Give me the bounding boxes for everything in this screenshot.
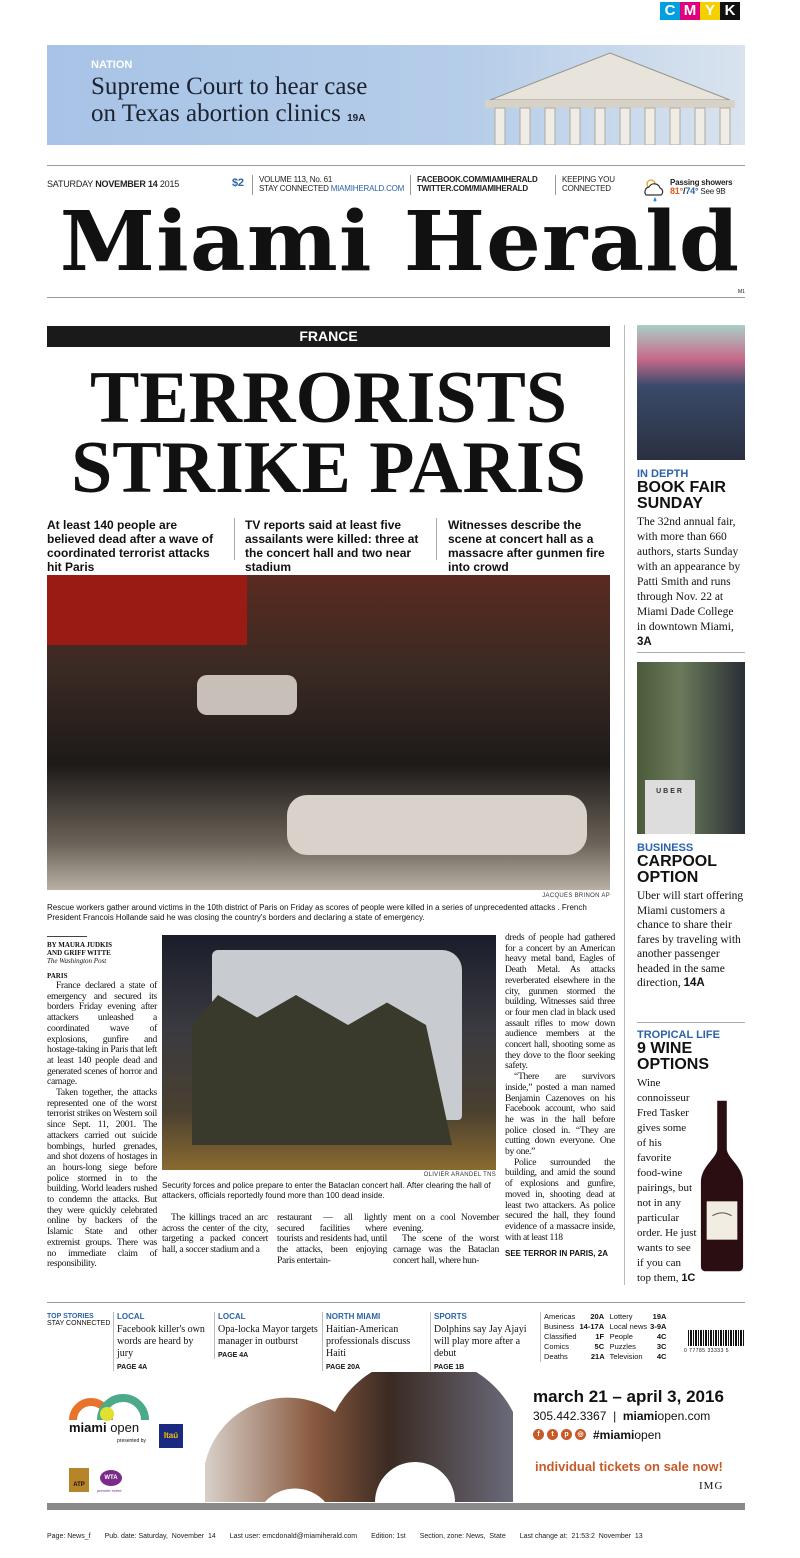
miami-open-wordmark: miami open [69, 1420, 140, 1435]
cmyk-y: Y [700, 2, 720, 20]
site-link[interactable]: MIAMIHERALD.COM [330, 184, 405, 193]
index-row: Comics 5C Puzzles 3C [544, 1342, 667, 1351]
sidebar-headline: 9 WINE OPTIONS [637, 1040, 710, 1073]
footer-slug [47, 1533, 745, 1540]
footer-edition: Edition: 1st [371, 1533, 406, 1540]
lead-headline-line2[interactable]: STRIKE PARIS [71, 427, 586, 509]
sidebar-text: Uber will start offering Miami customers a chance to share their fares by traveling with another passenger headed in the same direction, 14A [637, 890, 744, 989]
social-links [417, 175, 538, 193]
footer-pub-date: Pub. date: Saturday, November 14 [104, 1533, 216, 1540]
itau-logo: Itaú [159, 1424, 183, 1448]
masthead-logo[interactable]: Miami Herald [59, 194, 741, 290]
photo-caption: Rescue workers gather around victims in the 10th district of Paris on Friday as scores of people were killed in a series of unprecedented attacks . French President Francois Hollande said he was closing the country's borders and declaring a state of emergency. [47, 903, 587, 922]
divider [47, 1302, 745, 1303]
keeping-connected: KEEPING YOU CONNECTED [562, 175, 615, 193]
deck-1: At least 140 people are believed dead after a wave of coordinated terrorist attacks hit Paris [47, 518, 214, 574]
serena-williams-photo [205, 1372, 513, 1502]
teaser-sports[interactable]: SPORTS Dolphins say Jay Ajayi will play more after a debut PAGE 1B [430, 1312, 536, 1371]
presented-by: presented by [117, 1438, 146, 1444]
story-column-5: dreds of people had gathered for a concert by an American heavy metal band, Eagles of Death Metal. As attacks reverberated elsewhere in the city, gunmen stormed the building. Witnesses said three or four men clad in black used assault rifles to mow down audience members at the concert hall, shooting some as they dove to the floor seeking safety. “There are survivors inside,” posted a man named Benjamin Cazenoves on his Facebook account, who said he was in the hall before police closed in. “They are cutting down everyone. One by one.” Police surrounded the building, and amid the sound of explosions and gunfire, moved in, shooting dead at least two attackers. As police secured the hall, they found evidence of a massacre inside, with at least 118 SEE TERROR IN PARIS, 2A [505, 932, 615, 1259]
wta-logo: WTA [100, 1470, 122, 1486]
sidebar-headline: CARPOOL OPTION [637, 853, 717, 886]
sidebar-kicker: IN DEPTH [637, 468, 689, 480]
facebook-link[interactable]: FACEBOOK.COM/MIAMIHERALD [417, 175, 538, 184]
twitter-icon[interactable]: t [547, 1429, 558, 1440]
ad-contact: 305.442.3367 | miamiopen.com [533, 1409, 711, 1423]
social-icons [533, 1429, 586, 1440]
divider [624, 325, 625, 1285]
supreme-court-image [470, 45, 745, 145]
miami-open-logo-arcs [69, 1382, 149, 1422]
bottom-bar [47, 1503, 745, 1510]
section-label: FRANCE [47, 326, 610, 347]
sidebar-text: The 32nd annual fair, with more than 660 authors, starts Sunday with an appearance by Patti Smith and runs through Nov. 22 at Miami Dade College in downtown Miami, 3A [637, 516, 741, 648]
footer-page: Page: News_f [47, 1533, 91, 1540]
banner-page: 19A [347, 113, 366, 124]
facebook-icon[interactable]: f [533, 1429, 544, 1440]
photo-credit: OLIVIER ARANDEL TNS [423, 1172, 496, 1178]
ad-dates: march 21 – april 3, 2016 [533, 1387, 724, 1406]
footer-section: Section, zone: News, State [419, 1533, 506, 1540]
banner-headline[interactable] [91, 73, 367, 127]
banner-headline-line1: Supreme Court to hear case [91, 73, 368, 100]
index-row: Business 14-17A Local news 3-9A [544, 1322, 667, 1331]
teaser-north-miami[interactable]: NORTH MIAMI Haitian-American professionals discuss Haiti PAGE 20A [322, 1312, 426, 1371]
deck-2: TV reports said at least five assailants were killed: three at the concert hall and two near stadium [245, 518, 419, 574]
cmyk-registration [660, 2, 740, 20]
page-id: M1 [738, 289, 745, 295]
divider [436, 518, 437, 560]
price: $2 [232, 177, 244, 189]
sidebar-story-book-fair[interactable] [637, 325, 745, 650]
lead-headline-line1[interactable]: TERRORISTS [89, 357, 568, 439]
index-row: Classified 1F People 4C [544, 1332, 667, 1341]
volume-info: VOLUME 113, No. 61 STAY CONNECTED MIAMIHERALD.COM [259, 175, 405, 193]
footer-last-user: Last user: emcdonald@miamiherald.com [229, 1533, 358, 1540]
sidebar-story-uber[interactable] [637, 662, 745, 991]
divider [47, 165, 745, 166]
index-row: Deaths 21A Television 4C [544, 1352, 667, 1361]
divider [47, 936, 87, 937]
photo-credit: JACQUES BRINON AP [542, 893, 610, 899]
footer-last-change: Last change at: 21:53:2 November 13 [519, 1533, 643, 1540]
divider [637, 652, 745, 653]
page-index [540, 1312, 672, 1362]
deck-3: Witnesses describe the scene at concert hall as a massacre after gunmen fire into crowd [448, 518, 605, 574]
barcode [688, 1330, 744, 1346]
story-column-4: ment on a cool November evening. The scene of the worst carnage was the Bataclan concert hall, where hun- [393, 1212, 499, 1266]
atp-logo: ATP [69, 1468, 89, 1492]
barcode-number: 0 77785 33333 5 [684, 1348, 730, 1354]
byline: BY MAURA JUDKIS AND GRIFF WITTE The Washington Post [47, 941, 113, 965]
weather: Passing showers 81°/74° See 9B [670, 178, 733, 196]
lead-photo-rescue-workers[interactable] [47, 575, 610, 890]
uber-sign: UBER [645, 780, 695, 834]
book-fair-crowd-photo [637, 325, 745, 460]
story-column-3: restaurant — all lightly secured facilities where tourists and residents had, until the attacks, been enjoying Paris entertain- [277, 1212, 387, 1266]
edition-date: SATURDAY NOVEMBER 14 2015 [47, 179, 180, 189]
twitter-link[interactable]: TWITTER.COM/MIAMIHERALD [417, 184, 528, 193]
instagram-icon[interactable]: ◎ [575, 1429, 586, 1440]
top-stories-label: TOP STORIES STAY CONNECTED [47, 1313, 111, 1327]
teaser-local-1[interactable]: LOCAL Facebook killer's own words are heard by jury PAGE 4A [113, 1312, 209, 1371]
divider [234, 518, 235, 560]
sidebar-headline: BOOK FAIR SUNDAY [637, 479, 726, 512]
story-column-2: The killings traced an arc across the center of the city, targeting a packed concert hall, a soccer stadium and a [162, 1212, 268, 1256]
miami-open-ad[interactable] [47, 1372, 745, 1502]
uber-speaker-photo [637, 662, 745, 834]
story-column-1: France declared a state of emergency and secured its borders Friday evening after attackers unleashed a coordinated wave of explosions, gunfire and hostage-taking in Paris that left at least 140 people dead and generated scenes of horror and carnage. Taken together, the attacks represented one of the worst terrorist strikes on Western soil since Sept. 11, 2001. The attackers carried out suicide bombings, hurled grenades, and shot dozens of hostages in an hours-long siege before police stormed in to the building. World leaders rushed to condemn the attacks. But they were quickly celebrated online by backers of the Islamic State and other extremist groups. There was no immediate claim of responsibility. [47, 980, 157, 1270]
sidebar-kicker: TROPICAL LIFE [637, 1029, 720, 1041]
top-banner-story[interactable] [47, 45, 745, 145]
img-logo: IMG [699, 1480, 724, 1492]
cmyk-m: M [680, 2, 700, 20]
index-row: Americas 20A Lottery 19A [544, 1312, 667, 1321]
sidebar-text: Wine connoisseur Fred Tasker gives some of his favorite food-wine pairings, but not in any particular order. He just wants to see if you can top them, 1C [637, 1077, 697, 1284]
ad-tickets-cta[interactable]: individual tickets on sale now! [535, 1459, 723, 1474]
pinterest-icon[interactable]: p [561, 1429, 572, 1440]
jump-link[interactable]: SEE TERROR IN PARIS, 2A [505, 1249, 608, 1259]
photo-caption: Security forces and police prepare to enter the Bataclan concert hall. After clearing the hall of attackers, officials reportedly found more than 100 dead inside. [162, 1181, 491, 1200]
dateline: PARIS [47, 972, 68, 980]
ad-hashtag: #miamiopen [593, 1428, 662, 1442]
banner-kicker: NATION [91, 59, 133, 71]
bataclan-police-photo[interactable] [162, 935, 496, 1170]
banner-headline-line2: on Texas abortion clinics [91, 100, 341, 127]
teaser-local-2[interactable]: LOCAL Opa-locka Mayor targets manager in outburst PAGE 4A [214, 1312, 318, 1359]
divider [47, 297, 745, 298]
cmyk-c: C [660, 2, 680, 20]
wine-bottle-image [699, 1098, 745, 1274]
cmyk-k: K [720, 2, 740, 20]
divider [637, 1022, 745, 1023]
sidebar-kicker: BUSINESS [637, 842, 694, 854]
wta-subtitle: premier event [97, 1488, 122, 1493]
